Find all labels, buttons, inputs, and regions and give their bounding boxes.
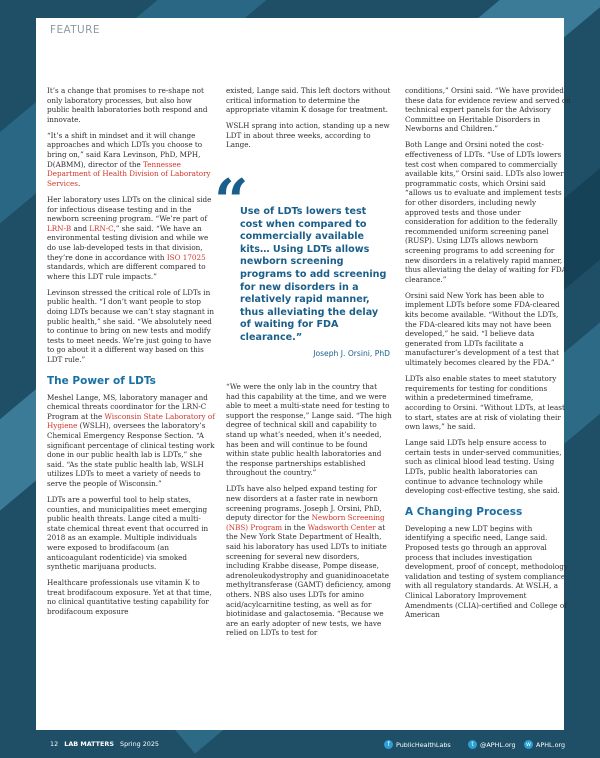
paragraph: Healthcare professionals use vitamin K to treat brodifacoum exposure. Yet at that time, no clinical quantitative testing capability for brodifacoum exposure bbox=[47, 578, 212, 616]
paragraph: existed, Lange said. This left doctors without critical information to determine the appropriate vitamin K dosage for treatment. bbox=[226, 86, 391, 115]
footer-facebook[interactable] bbox=[384, 740, 451, 749]
paragraph: Lange said LDTs help ensure access to certain tests in under-served communities, such as clinical blood lead testing. Using LDTs, public health laboratories can continue to advance technology while developing cost-effective testing, she said. bbox=[405, 438, 562, 496]
article-column-1 bbox=[47, 86, 215, 623]
link-lrn-b[interactable]: LRN-B bbox=[47, 223, 72, 233]
footer-left bbox=[50, 740, 159, 748]
facebook-icon: f bbox=[384, 740, 393, 749]
globe-icon: w bbox=[524, 740, 533, 749]
paragraph: It’s a change that promises to re-shape not only laboratory processes, but also how public health laboratories both respond and innovate. bbox=[47, 86, 208, 124]
paragraph: Both Lange and Orsini noted the cost-effectiveness of LDTs. “Use of LDTs lowers test cost when compared to commercially available kits,” Orsini said. LDTs also lower programmatic costs, which Orsini said “allows us to evaluate and implement tests for other disorders, including newly approved tests and those under consideration for addition to the federally recommended uniform screening panel (RUSP). Using LDTs allows newborn screening programs to add screening for new disorders in a relatively rapid manner, thus alleviating the delay of waiting for FDA clearance.” bbox=[405, 140, 567, 284]
twitter-icon: t bbox=[468, 740, 477, 749]
section-heading: The Power of LDTs bbox=[47, 374, 156, 387]
pull-quote bbox=[214, 167, 390, 358]
paragraph: Orsini said New York has been able to implement LDTs before some FDA-cleared kits become available. “Without the LDTs, the FDA-cleared kits may not have been developed,” he said. “I believe data generated from LDTs facilitate a manufacturer’s development of a test that ultimately becomes cleared by the FDA.” bbox=[405, 290, 560, 368]
magazine-name: LAB MATTERS bbox=[64, 740, 114, 748]
footer-website[interactable] bbox=[524, 740, 565, 749]
paragraph: LDTs have also helped expand testing for new disorders at a faster rate in newborn screening programs. Joseph J. Orsini, PhD, deputy director for the Newborn Screening (NBS) Program in the Wadsworth Center at the New York State Department of Health, said his laboratory has used LDTs to initiate screening for several new disorders, including Krabbe disease, Pompe disease, adrenoleukodystrophy and guanidinoacetate methyltransferase (GAMT) deficiency, among others. NBS also uses LDTs for amino acid/acylcarnitine testing, as well as for biotinidase and galactosemia. “Because we are an early adopter of new tests, we have relied on LDTs to test for bbox=[226, 484, 391, 638]
paragraph: Her laboratory uses LDTs on the clinical side for infectious disease testing and in the newborn screening program. “We’re part of LRN-B and LRN-C,” she said. “We have an environmental testing division and while we do use lab-developed tests in that division, they’re done in accordance with ISO 17025 standards, which are different compared to where this LDT rule impacts.” bbox=[47, 194, 212, 281]
page-footer bbox=[36, 730, 564, 758]
section-label: FEATURE bbox=[50, 24, 100, 36]
paragraph: LDTs also enable states to meet statutory requirements for testing for conditions within a predetermined timeframe, according to Orsini. “Without LDTs, at least to start, states are at risk of violating their own laws,” he said. bbox=[405, 374, 565, 432]
link-nbs-program[interactable]: Newborn Screening (NBS) Program bbox=[226, 513, 385, 532]
paragraph: Meshel Lange, MS, laboratory manager and chemical threats coordinator for the LRN-C Program at the Wisconsin State Laboratory of Hygiene (WSLH), oversees the laboratory’s Chemical Emergency Response Section. “A significant percentage of clinical testing work done in our public health lab is LDTs,” she said. “As the state public health lab, WSLH utilizes LDTs to meet a variety of needs to serve the people of Wisconsin.” bbox=[47, 392, 215, 488]
page-number: 12 bbox=[50, 740, 59, 748]
website-link: APHL.org bbox=[536, 740, 566, 749]
article-column-2 bbox=[226, 86, 392, 157]
article-column-2-continued bbox=[226, 382, 392, 644]
link-iso-17025[interactable]: ISO 17025 bbox=[166, 252, 206, 262]
twitter-handle: @APHL.org bbox=[480, 740, 516, 749]
issue-label: Spring 2025 bbox=[120, 740, 159, 748]
link-wslh[interactable]: Wisconsin State Laboratory of Hygiene bbox=[47, 411, 215, 431]
facebook-handle: PublicHealthLabs bbox=[396, 740, 451, 749]
link-wadsworth-center[interactable]: Wadsworth Center bbox=[307, 522, 376, 532]
section-heading: A Changing Process bbox=[405, 505, 523, 518]
link-lrn-c[interactable]: LRN-C bbox=[89, 223, 114, 233]
paragraph: “We were the only lab in the country that had this capability at the time, and we were able to meet a multi-state need for testing to support the response,” Lange said. “The high degree of technical skill and capability to stand up what’s needed, when it’s needed, has been and will continue to be found within state public health laboratories and the response partnerships established throughout the country.” bbox=[226, 382, 392, 478]
paragraph: WSLH sprang into action, standing up a new LDT in about three weeks, according to Lange. bbox=[226, 121, 390, 150]
paragraph: Developing a new LDT begins with identifying a specific need, Lange said. Proposed tests go through an approval process that includes investigation development, proof of concept, methodology validation and testing of system compliance with all regulatory standards. At WSLH, a Clinical Laboratory Improvement Amendments (CLIA)-certified and College of American bbox=[405, 523, 568, 620]
footer-twitter[interactable] bbox=[468, 740, 516, 749]
link-tennessee-lab[interactable]: Tennessee Department of Health Division of Laboratory Services bbox=[47, 159, 211, 188]
pull-quote-text: Use of LDTs lowers test cost when compared to commercially available kits… Using LDTs allows newborn screening programs to add screening for new disorders in a relatively rapid manner, thus alleviating the delay of waiting for FDA clearance.” bbox=[240, 206, 387, 343]
pull-quote-attribution: Joseph J. Orsini, PhD bbox=[313, 348, 390, 358]
paragraph: “It’s a shift in mindset and it will change approaches and which LDTs you choose to bring on,” said Kara Levinson, PhD, MPH, D(ABMM), director of the Tennessee Department of Health Division of Laboratory Services. bbox=[47, 130, 211, 188]
paragraph: LDTs are a powerful tool to help states, counties, and municipalities meet emerging public health threats. Lange cited a multi-state chemical threat event that occurred in 2018 as an example. Multiple individuals were exposed to brodifacoum (an anticoagulant rodenticide) via smoked synthetic marijuana products. bbox=[47, 494, 209, 572]
paragraph: Levinson stressed the critical role of LDTs in public health. “I don’t want people to stop doing LDTs because we can’t stay stagnant in public health,” she said. “We absolutely need to continue to bring on new tests and modify tests to meet needs. We’re just going to have to go about it a different way based on this LDT rule.” bbox=[47, 287, 214, 364]
paragraph: conditions,” Orsini said. “We have provided these data for evidence review and served on technical expert panels for the Advisory Committee on Heritable Disorders in Newborns and Children.” bbox=[405, 86, 571, 134]
quote-mark-icon: “ bbox=[214, 167, 249, 237]
article-column-3 bbox=[405, 86, 571, 626]
